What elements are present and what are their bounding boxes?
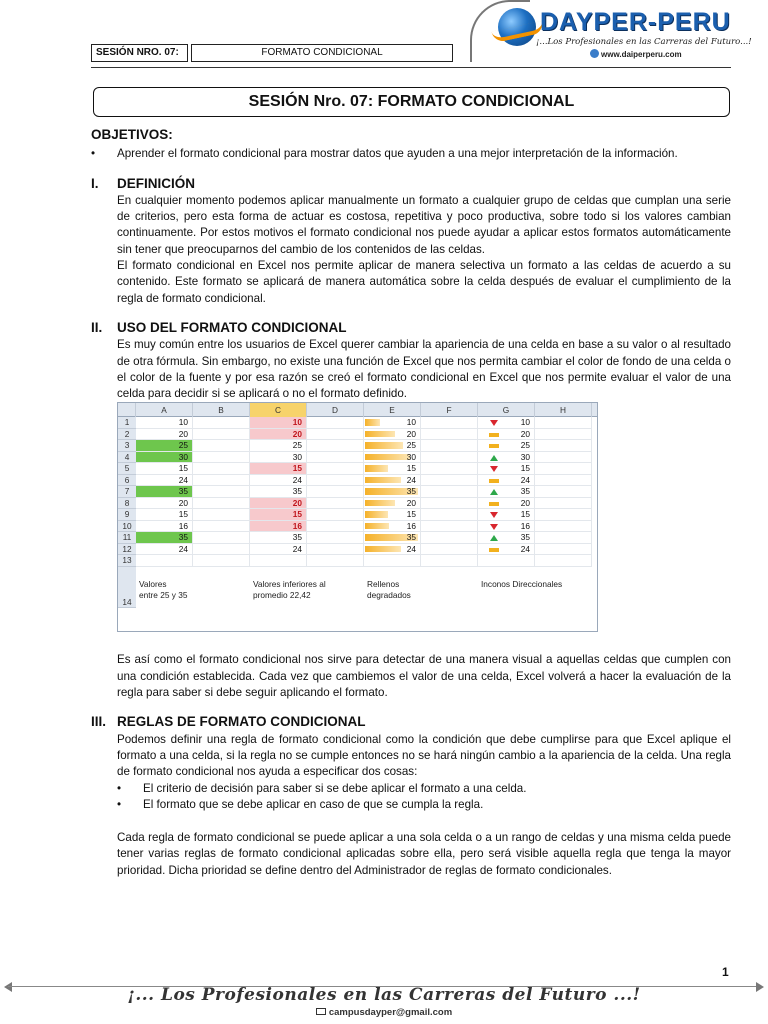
value-cell-e[interactable]: [364, 463, 421, 475]
data-bar: [365, 500, 395, 507]
session-value: FORMATO CONDICIONAL: [191, 44, 453, 62]
section-number: I.: [91, 175, 99, 191]
empty-cell[interactable]: [535, 498, 592, 510]
empty-cell[interactable]: [250, 555, 307, 567]
section-heading-uso: [91, 320, 731, 336]
section-title: REGLAS DE FORMATO CONDICIONAL: [117, 714, 366, 730]
value-cell-a[interactable]: 35: [136, 532, 193, 544]
value-cell-c[interactable]: 35: [250, 532, 307, 544]
empty-cell[interactable]: [193, 509, 250, 521]
spacer: [91, 813, 731, 830]
empty-cell[interactable]: [535, 440, 592, 452]
section-title: DEFINICIÓN: [117, 175, 196, 191]
column-header-c[interactable]: C: [250, 403, 307, 417]
footer-email-text: campusdayper@gmail.com: [328, 1007, 453, 1018]
cell-value: 10: [406, 417, 416, 428]
logo-slogan: ¡...Los Profesionales en las Carreras del Futuro...!: [536, 37, 752, 47]
empty-cell[interactable]: [193, 417, 250, 429]
row-header-11[interactable]: 11: [118, 532, 136, 544]
empty-cell[interactable]: [364, 555, 421, 567]
empty-cell[interactable]: [193, 475, 250, 487]
logo-website: [590, 49, 682, 59]
arrow-up-icon: [490, 489, 498, 495]
row-header-14[interactable]: 14: [118, 567, 136, 608]
value-cell-g[interactable]: [478, 417, 535, 429]
footer-slogan: ¡... Los Profesionales en las Carreras del Futuro ...!: [127, 985, 641, 1005]
empty-cell[interactable]: [421, 475, 478, 487]
cell-value: 30: [520, 451, 530, 462]
row-header-3[interactable]: 3: [118, 440, 136, 452]
value-cell-e[interactable]: [364, 452, 421, 464]
arrow-side-icon: [489, 502, 499, 506]
document-body: [91, 127, 731, 879]
cell-value: 16: [520, 520, 530, 531]
arrow-down-icon: [490, 420, 498, 426]
value-cell-e[interactable]: [364, 498, 421, 510]
bullet-icon: •: [91, 147, 96, 161]
arrow-down-icon: [490, 512, 498, 518]
logo-website-text: www.daiperperu.com: [601, 50, 682, 59]
cell-value: 15: [520, 463, 530, 474]
cell-value: 15: [406, 463, 416, 474]
empty-cell[interactable]: [535, 532, 592, 544]
value-cell-e[interactable]: [364, 475, 421, 487]
value-cell-e[interactable]: [364, 417, 421, 429]
empty-cell[interactable]: [535, 475, 592, 487]
page-title: SESIÓN Nro. 07: FORMATO CONDICIONAL: [93, 87, 730, 117]
value-cell-a[interactable]: 35: [136, 486, 193, 498]
empty-cell[interactable]: [193, 521, 250, 533]
value-cell-c[interactable]: 30: [250, 452, 307, 464]
web-icon: [590, 49, 599, 58]
empty-cell[interactable]: [193, 429, 250, 441]
empty-cell[interactable]: [307, 452, 364, 464]
value-cell-e[interactable]: [364, 532, 421, 544]
value-cell-g[interactable]: [478, 521, 535, 533]
paragraph: Cada regla de formato condicional se puede aplicar a una sola celda o a un rango de celdas y una misma celda puede tener varias reglas de formato condicional aplicadas sobre ella, pero será visible aquella regla que tenga la mayor prioridad. Dicha prioridad se define dentro del Administrador de reglas de formato condicionales.: [117, 831, 731, 877]
empty-cell[interactable]: [535, 452, 592, 464]
column-header-bar: [118, 403, 597, 417]
arrow-up-icon: [490, 455, 498, 461]
column-header-a[interactable]: A: [136, 403, 193, 417]
value-cell-c[interactable]: 15: [250, 509, 307, 521]
empty-cell[interactable]: [535, 463, 592, 475]
empty-cell[interactable]: [307, 429, 364, 441]
section-heading-definicion: [91, 176, 731, 192]
value-cell-a[interactable]: 24: [136, 544, 193, 556]
value-cell-a[interactable]: 25: [136, 440, 193, 452]
section-number: III.: [91, 714, 107, 730]
value-cell-e[interactable]: [364, 521, 421, 533]
cell-value: 10: [520, 417, 530, 428]
column-header-h[interactable]: H: [535, 403, 592, 417]
cell-value: 35: [520, 532, 530, 543]
empty-cell[interactable]: [193, 544, 250, 556]
empty-cell[interactable]: [535, 509, 592, 521]
cell-value: 24: [406, 474, 416, 485]
cell-value: 25: [520, 440, 530, 451]
empty-cell[interactable]: [421, 452, 478, 464]
value-cell-c[interactable]: 20: [250, 498, 307, 510]
empty-cell[interactable]: [421, 521, 478, 533]
data-bar: [365, 546, 401, 553]
arrow-side-icon: [489, 479, 499, 483]
empty-cell[interactable]: [307, 486, 364, 498]
column-header-d[interactable]: D: [307, 403, 364, 417]
value-cell-e[interactable]: [364, 486, 421, 498]
arrow-side-icon: [489, 548, 499, 552]
empty-cell[interactable]: [307, 475, 364, 487]
session-label: SESIÓN NRO. 07:: [91, 44, 188, 62]
data-bar: [365, 523, 389, 530]
bullet-icon: •: [117, 781, 122, 795]
cell-value: 24: [520, 474, 530, 485]
value-cell-g[interactable]: [478, 532, 535, 544]
cell-value: 24: [406, 543, 416, 554]
bullet-icon: •: [117, 797, 122, 811]
mail-icon: [316, 1008, 326, 1015]
empty-cell[interactable]: [307, 440, 364, 452]
value-cell-c[interactable]: 25: [250, 440, 307, 452]
empty-cell[interactable]: [136, 555, 193, 567]
spreadsheet-example: [117, 402, 598, 632]
column-header-g[interactable]: G: [478, 403, 535, 417]
arrow-down-icon: [490, 466, 498, 472]
rule-bullet-text: El criterio de decisión para saber si se debe aplicar el formato a una celda.: [143, 781, 527, 795]
column-header-e[interactable]: E: [364, 403, 421, 417]
value-cell-e[interactable]: [364, 429, 421, 441]
value-cell-c[interactable]: 35: [250, 486, 307, 498]
value-cell-g[interactable]: [478, 486, 535, 498]
value-cell-a[interactable]: 24: [136, 475, 193, 487]
cell-value: 25: [406, 440, 416, 451]
cell-value: 35: [406, 532, 416, 543]
empty-cell[interactable]: [307, 509, 364, 521]
rule-bullet-text: El formato que se debe aplicar en caso de que se cumpla la regla.: [143, 797, 484, 811]
empty-cell[interactable]: [307, 555, 364, 567]
empty-cell[interactable]: [193, 498, 250, 510]
row-header-2[interactable]: 2: [118, 429, 136, 441]
row-header-7[interactable]: 7: [118, 486, 136, 498]
row-header-1[interactable]: 1: [118, 417, 136, 429]
value-cell-g[interactable]: [478, 544, 535, 556]
row-header-9[interactable]: 9: [118, 509, 136, 521]
row-header-6[interactable]: 6: [118, 475, 136, 487]
empty-cell[interactable]: [193, 486, 250, 498]
empty-cell[interactable]: [421, 532, 478, 544]
cell-value: 35: [520, 486, 530, 497]
caption-c: Valores inferiores al promedio 22,42: [253, 578, 326, 600]
objective-text: Aprender el formato condicional para mostrar datos que ayuden a una mejor interpretación de la información.: [117, 147, 678, 161]
empty-cell[interactable]: [421, 463, 478, 475]
data-bar: [365, 465, 388, 472]
data-bar: [365, 419, 380, 426]
caption-e: Rellenos degradados: [367, 578, 411, 600]
empty-cell[interactable]: [535, 555, 592, 567]
empty-cell[interactable]: [307, 417, 364, 429]
empty-cell[interactable]: [535, 417, 592, 429]
row-header-8[interactable]: 8: [118, 498, 136, 510]
empty-cell[interactable]: [421, 486, 478, 498]
row-header-4[interactable]: 4: [118, 452, 136, 464]
empty-cell[interactable]: [535, 486, 592, 498]
value-cell-a[interactable]: 15: [136, 509, 193, 521]
value-cell-g[interactable]: [478, 429, 535, 441]
row-header-10[interactable]: 10: [118, 521, 136, 533]
objectives-heading: OBJETIVOS:: [91, 127, 173, 142]
cell-value: 35: [406, 486, 416, 497]
empty-cell[interactable]: [535, 521, 592, 533]
value-cell-a[interactable]: 30: [136, 452, 193, 464]
empty-cell[interactable]: [421, 429, 478, 441]
column-header-f[interactable]: F: [421, 403, 478, 417]
row-header-12[interactable]: 12: [118, 544, 136, 556]
paragraph: Podemos definir una regla de formato condicional como la condición que debe cumplirse para que Excel aplique el formato a una celda, si la regla no se cumple entonces no se hará ningún cambio a la apariencia de la celda. Una regla de formato condicional nos ayuda a especificar dos cosas:: [117, 732, 731, 779]
value-cell-c[interactable]: 15: [250, 463, 307, 475]
empty-cell[interactable]: [193, 452, 250, 464]
value-cell-e[interactable]: [364, 544, 421, 556]
empty-cell[interactable]: [421, 509, 478, 521]
objective-item: [91, 146, 731, 162]
arrow-down-icon: [490, 524, 498, 530]
cell-value: 15: [520, 509, 530, 520]
section-title: USO DEL FORMATO CONDICIONAL: [117, 319, 347, 335]
empty-cell[interactable]: [307, 463, 364, 475]
value-cell-e[interactable]: [364, 509, 421, 521]
cell-value: 16: [406, 520, 416, 531]
section-heading-reglas: [91, 714, 731, 730]
empty-cell[interactable]: [193, 532, 250, 544]
empty-cell[interactable]: [307, 498, 364, 510]
data-bar: [365, 477, 401, 484]
footer-email: [0, 1007, 768, 1018]
value-cell-a[interactable]: 10: [136, 417, 193, 429]
cell-value: 20: [406, 497, 416, 508]
empty-cell[interactable]: [535, 429, 592, 441]
empty-cell[interactable]: [421, 555, 478, 567]
arrow-up-icon: [490, 535, 498, 541]
empty-cell[interactable]: [193, 463, 250, 475]
rule-bullet: [91, 781, 731, 797]
caption-g: Inconos Direccionales: [481, 578, 563, 589]
row-header-13[interactable]: 13: [118, 555, 136, 567]
value-cell-g[interactable]: [478, 498, 535, 510]
rule-bullet: [91, 797, 731, 813]
empty-cell[interactable]: [307, 532, 364, 544]
section-number: II.: [91, 319, 103, 335]
arrow-side-icon: [489, 444, 499, 448]
cell-value: 20: [520, 497, 530, 508]
value-cell-g[interactable]: [478, 452, 535, 464]
empty-cell[interactable]: [478, 555, 535, 567]
cell-value: 24: [520, 543, 530, 554]
empty-cell[interactable]: [193, 440, 250, 452]
value-cell-a[interactable]: 20: [136, 498, 193, 510]
value-cell-a[interactable]: 16: [136, 521, 193, 533]
value-cell-g[interactable]: [478, 509, 535, 521]
caption-a: Valores entre 25 y 35: [139, 578, 188, 600]
value-cell-c[interactable]: 24: [250, 544, 307, 556]
sheet-corner[interactable]: [118, 403, 136, 417]
cell-value: 30: [406, 451, 416, 462]
value-cell-a[interactable]: 15: [136, 463, 193, 475]
data-bar: [365, 511, 388, 518]
data-bar: [365, 454, 410, 461]
cell-value: 15: [406, 509, 416, 520]
empty-cell[interactable]: [421, 440, 478, 452]
value-cell-a[interactable]: 20: [136, 429, 193, 441]
empty-cell[interactable]: [535, 544, 592, 556]
paragraph: Es muy común entre los usuarios de Excel querer cambiar la apariencia de una celda en base a su valor o al resultado de otra fórmula. Sin embargo, no existe una función de Excel que nos permita cambiar el color de fondo de una celda o el color de la fuente y por esa razón se creó el formato condicional en Excel que nos permite evaluar el valor de una celda para decidir si se aplicará o no el formato definido.: [117, 338, 731, 401]
row-header-5[interactable]: 5: [118, 463, 136, 475]
column-header-b[interactable]: B: [193, 403, 250, 417]
empty-cell[interactable]: [421, 498, 478, 510]
value-cell-g[interactable]: [478, 463, 535, 475]
cell-value: 20: [520, 428, 530, 439]
value-cell-c[interactable]: 20: [250, 429, 307, 441]
data-bar: [365, 442, 403, 449]
dayper-logo: [470, 0, 768, 70]
arrow-side-icon: [489, 433, 499, 437]
value-cell-e[interactable]: [364, 440, 421, 452]
empty-cell[interactable]: [421, 544, 478, 556]
empty-cell[interactable]: [307, 544, 364, 556]
logo-name: DAYPER-PERU: [540, 8, 731, 36]
value-cell-g[interactable]: [478, 475, 535, 487]
paragraph: El formato condicional en Excel nos permite aplicar de manera selectiva un formato a las celdas de acuerdo a su contenido. Este formato se aplicará de manera automática sobre la celda después de evaluar el cumplimiento de la regla de formato condicional.: [117, 259, 731, 305]
data-bar: [365, 431, 395, 438]
page-number: 1: [722, 965, 729, 979]
empty-cell[interactable]: [193, 555, 250, 567]
value-cell-g[interactable]: [478, 440, 535, 452]
empty-cell[interactable]: [307, 521, 364, 533]
paragraph: En cualquier momento podemos aplicar manualmente un formato a cualquier grupo de celdas que cumplan una serie de criterios, pero esta forma de actuar es costosa, repetitiva y poco productiva, sobre todo si los valores cambian continuamente. Por estos motivos el formato condicional nos puede ayudar a aplicar estos formatos automáticamente sin tener que preocuparnos del cambio de los contenidos de las celdas.: [117, 193, 731, 256]
value-cell-c[interactable]: 24: [250, 475, 307, 487]
paragraph: Es así como el formato condicional nos sirve para detectar de una manera visual a aquellas celdas que cumplen con una condición establecida. Cada vez que cambiemos el valor de una celda, Excel volverá a hacer la evaluación de la regla para saber si debe seguir aplicando el formato.: [117, 653, 731, 700]
empty-cell[interactable]: [421, 417, 478, 429]
value-cell-c[interactable]: 16: [250, 521, 307, 533]
value-cell-c[interactable]: 10: [250, 417, 307, 429]
cell-value: 20: [406, 428, 416, 439]
